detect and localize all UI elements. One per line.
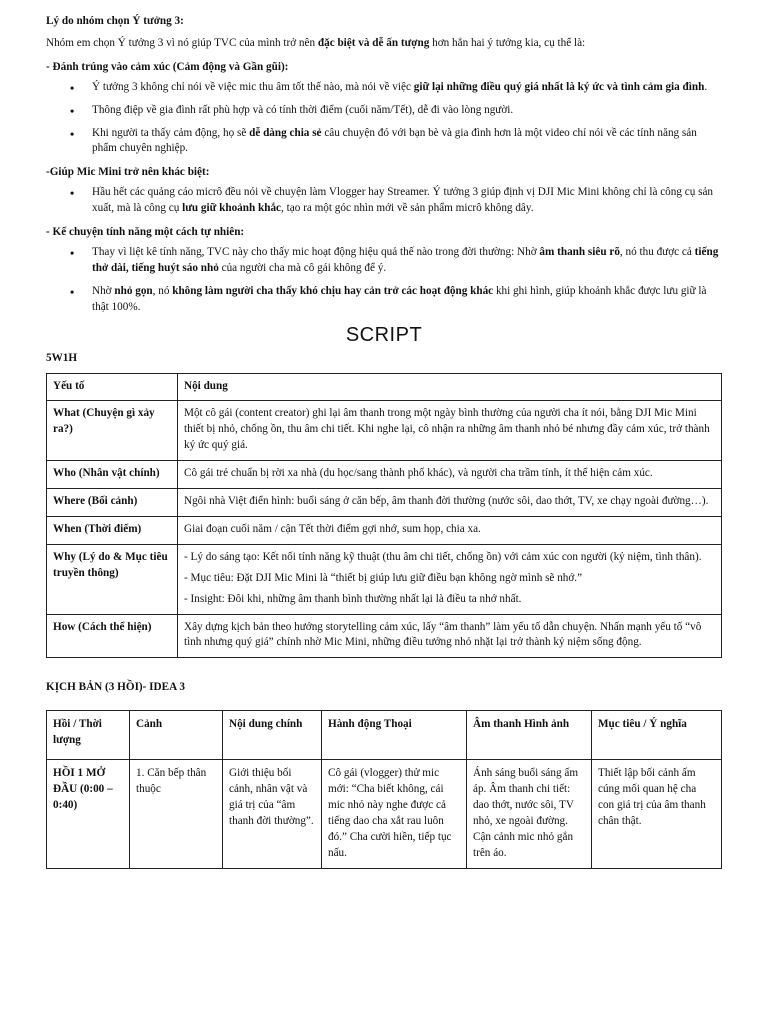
table-header-cell: Hồi / Thời lượng xyxy=(47,711,130,760)
bullet-text: Thay vì liệt kê tính năng, TVC này cho thấy mic hoạt động hiệu quả thế nào trong đời thường: Nhờ xyxy=(92,245,540,258)
bullet-text-end: , tạo ra một góc nhìn mới về sản phẩm micrô không dây. xyxy=(281,202,534,215)
table-cell: Ánh sáng buổi sáng ấm áp. Âm thanh chi tiết: dao thớt, nước sôi, TV nhỏ, xe ngoài đường. Cận cảnh mic nhỏ gắn trên áo. xyxy=(467,760,592,868)
bullet-text: Hầu hết các quảng cáo micrô đều nói về chuyện làm Vlogger hay Streamer. Ý tưởng 3 giúp định vị DJI Mic Mini không chỉ là công cụ sản xuất, mà là công cụ xyxy=(92,186,714,215)
table-cell: Thiết lập bối cảnh ấm cúng mối quan hệ cha con giá trị của âm thanh chân thật. xyxy=(592,760,722,868)
cell-line: - Lý do sáng tạo: Kết nối tính năng kỹ thuật (thu âm chi tiết, chống ồn) với cảm xúc con người (kỷ niệm, tình thân). xyxy=(184,550,702,563)
intro-text-end: hơn hẳn hai ý tưởng kia, cụ thể là: xyxy=(429,36,586,49)
bullet-icon: • xyxy=(70,103,75,118)
list-item xyxy=(70,245,722,277)
bullet-icon: • xyxy=(70,80,75,95)
table-key-cell: Why (Lý do & Mục tiêu truyền thông) xyxy=(47,544,178,614)
bullet-bold: giữ lại những điều quý giá nhất là ký ức và tình cảm gia đình xyxy=(413,80,705,93)
bullet-bold: dễ dàng chia sẻ xyxy=(249,126,322,139)
table-cell: HỒI 1 MỞ ĐẦU (0:00 – 0:40) xyxy=(47,760,130,868)
intro-heading: Lý do nhóm chọn Ý tưởng 3: xyxy=(46,15,184,27)
bullet-list xyxy=(46,80,722,158)
list-item xyxy=(70,126,722,158)
table-key-cell: When (Thời điểm) xyxy=(47,516,178,544)
bullet-text-end: khi ghi hình, giúp khoảnh khắc được lưu giữ là thật 100%. xyxy=(92,284,707,313)
cell-line: - Insight: Đôi khi, những âm thanh bình thường nhất lại là điều ta nhớ nhất. xyxy=(184,592,522,605)
table-cell: Một cô gái (content creator) ghi lại âm thanh trong một ngày bình thường của người cha ít nói, bằng DJI Mic Mini thiết bị nhỏ, chống ồn, thu âm chi tiết. Khi nghe lại, cô nhận ra những âm thanh nhỏ bé nhưng đầy cảm xúc, trở thành ký ức quý giá. xyxy=(178,401,722,461)
table-header-cell: Âm thanh Hình ảnh xyxy=(467,711,592,760)
bullet-list xyxy=(46,185,722,217)
section-title: -Giúp Mic Mini trở nên khác biệt: xyxy=(46,166,210,179)
section-title: - Đánh trúng vào cảm xúc (Cảm động và Gần gũi): xyxy=(46,60,289,73)
script-title: SCRIPT xyxy=(345,323,423,346)
bullet-text: Ý tưởng 3 không chỉ nói về việc mic thu âm tốt thế nào, mà nói về việc xyxy=(92,80,414,93)
list-item xyxy=(70,284,722,316)
bullet-text: , nó thu được cả xyxy=(619,245,695,258)
bullet-bold: âm thanh siêu rõ xyxy=(539,245,620,258)
bullet-text: , nó xyxy=(152,284,173,297)
bullet-text-end: . xyxy=(704,80,708,93)
intro-bold: đặc biệt và dễ ấn tượng xyxy=(317,36,430,49)
bullet-text: Khi người ta thấy cảm động, họ sẽ xyxy=(92,126,250,139)
table-header-cell: Nội dung chính xyxy=(223,711,322,760)
table-header-cell: Yếu tố xyxy=(47,373,178,401)
bullet-text: Nhờ xyxy=(92,284,115,297)
cell-line: - Mục tiêu: Đặt DJI Mic Mini là “thiết bị giúp lưu giữ điều bạn không ngờ mình sẽ nhớ.” xyxy=(184,571,583,584)
table-header-cell: Cảnh xyxy=(130,711,223,760)
bullet-bold: nhỏ gọn xyxy=(114,284,153,297)
bullet-bold: tiếng thở dài, tiếng huýt sáo nhỏ xyxy=(92,245,719,274)
table-key-cell: What (Chuyện gì xảy ra?) xyxy=(47,401,178,461)
table-row xyxy=(47,489,722,517)
w5h1-label: 5W1H xyxy=(46,351,78,364)
intro-text: Nhóm em chọn Ý tưởng 3 vì nó giúp TVC của mình trở nên xyxy=(46,36,318,49)
table-row xyxy=(47,401,722,461)
bullet-icon: • xyxy=(70,284,75,299)
table-header-cell: Hành động Thoại xyxy=(322,711,467,760)
kichban-table xyxy=(46,710,722,868)
table-cell xyxy=(178,544,722,614)
table-cell: Cô gái (vlogger) thử mic mới: “Cha biết không, cái mic nhỏ này nghe được cả tiếng dao cha xắt rau luôn đó.” Cha cười hiền, tiếp tục nấu. xyxy=(322,760,467,868)
table-cell: Cô gái trẻ chuẩn bị rời xa nhà (du học/sang thành phố khác), và người cha trầm tính, ít thể hiện cảm xúc. xyxy=(178,461,722,489)
table-cell: Ngôi nhà Việt điển hình: buổi sáng ở căn bếp, âm thanh đời thường (nước sôi, dao thớt, TV, xe chạy ngoài đường…). xyxy=(178,489,722,517)
intro-paragraph xyxy=(46,36,722,52)
table-cell: Giới thiệu bối cảnh, nhân vật và giá trị của “âm thanh đời thường”. xyxy=(223,760,322,868)
bullet-text-end: của người cha mà cô gái không để ý. xyxy=(218,261,387,274)
table-cell: 1. Căn bếp thân thuộc xyxy=(130,760,223,868)
table-cell: Xây dựng kịch bản theo hướng storytelling cảm xúc, lấy “âm thanh” làm yếu tố dẫn chuyện. Nhấn mạnh yếu tố “vô tình nhưng quý giá” chính nhờ Mic Mini, những điều tưởng nhỏ nhặt lại trở thành kỷ niệm sống động. xyxy=(178,614,722,658)
bullet-icon: • xyxy=(70,126,75,141)
kichban-title: KỊCH BẢN (3 HỒI)- IDEA 3 xyxy=(46,681,185,694)
list-item xyxy=(70,185,722,217)
table-row xyxy=(47,544,722,614)
list-item xyxy=(70,103,722,119)
table-row xyxy=(47,516,722,544)
table-row xyxy=(47,614,722,658)
bullet-text: Thông điệp về gia đình rất phù hợp và có tính thời điểm (cuối năm/Tết), dễ đi vào lòng người. xyxy=(92,103,514,116)
bullet-bold: lưu giữ khoảnh khắc xyxy=(182,202,282,215)
bullet-text-end: câu chuyện đó với bạn bè và gia đình hơn là một video chỉ nói về các tính năng sản phẩm chuyên nghiệp. xyxy=(92,126,697,155)
table-header-row xyxy=(47,711,722,760)
table-key-cell: Where (Bối cảnh) xyxy=(47,489,178,517)
bullet-icon: • xyxy=(70,245,75,260)
table-header-cell: Nội dung xyxy=(178,373,722,401)
bullet-bold: không làm người cha thấy khó chịu hay cản trở các hoạt động khác xyxy=(172,284,494,297)
table-cell: Giai đoạn cuối năm / cận Tết thời điểm gợi nhớ, sum họp, chia xa. xyxy=(178,516,722,544)
bullet-icon: • xyxy=(70,186,75,201)
table-row xyxy=(47,760,722,868)
table-header-cell: Mục tiêu / Ý nghĩa xyxy=(592,711,722,760)
table-header-row xyxy=(47,373,722,401)
w5h1-table xyxy=(46,373,722,659)
table-key-cell: Who (Nhân vật chính) xyxy=(47,461,178,489)
table-key-cell: How (Cách thể hiện) xyxy=(47,614,178,658)
section-title: - Kể chuyện tính năng một cách tự nhiên: xyxy=(46,226,245,239)
list-item xyxy=(70,80,722,96)
table-row xyxy=(47,461,722,489)
bullet-list xyxy=(46,245,722,316)
